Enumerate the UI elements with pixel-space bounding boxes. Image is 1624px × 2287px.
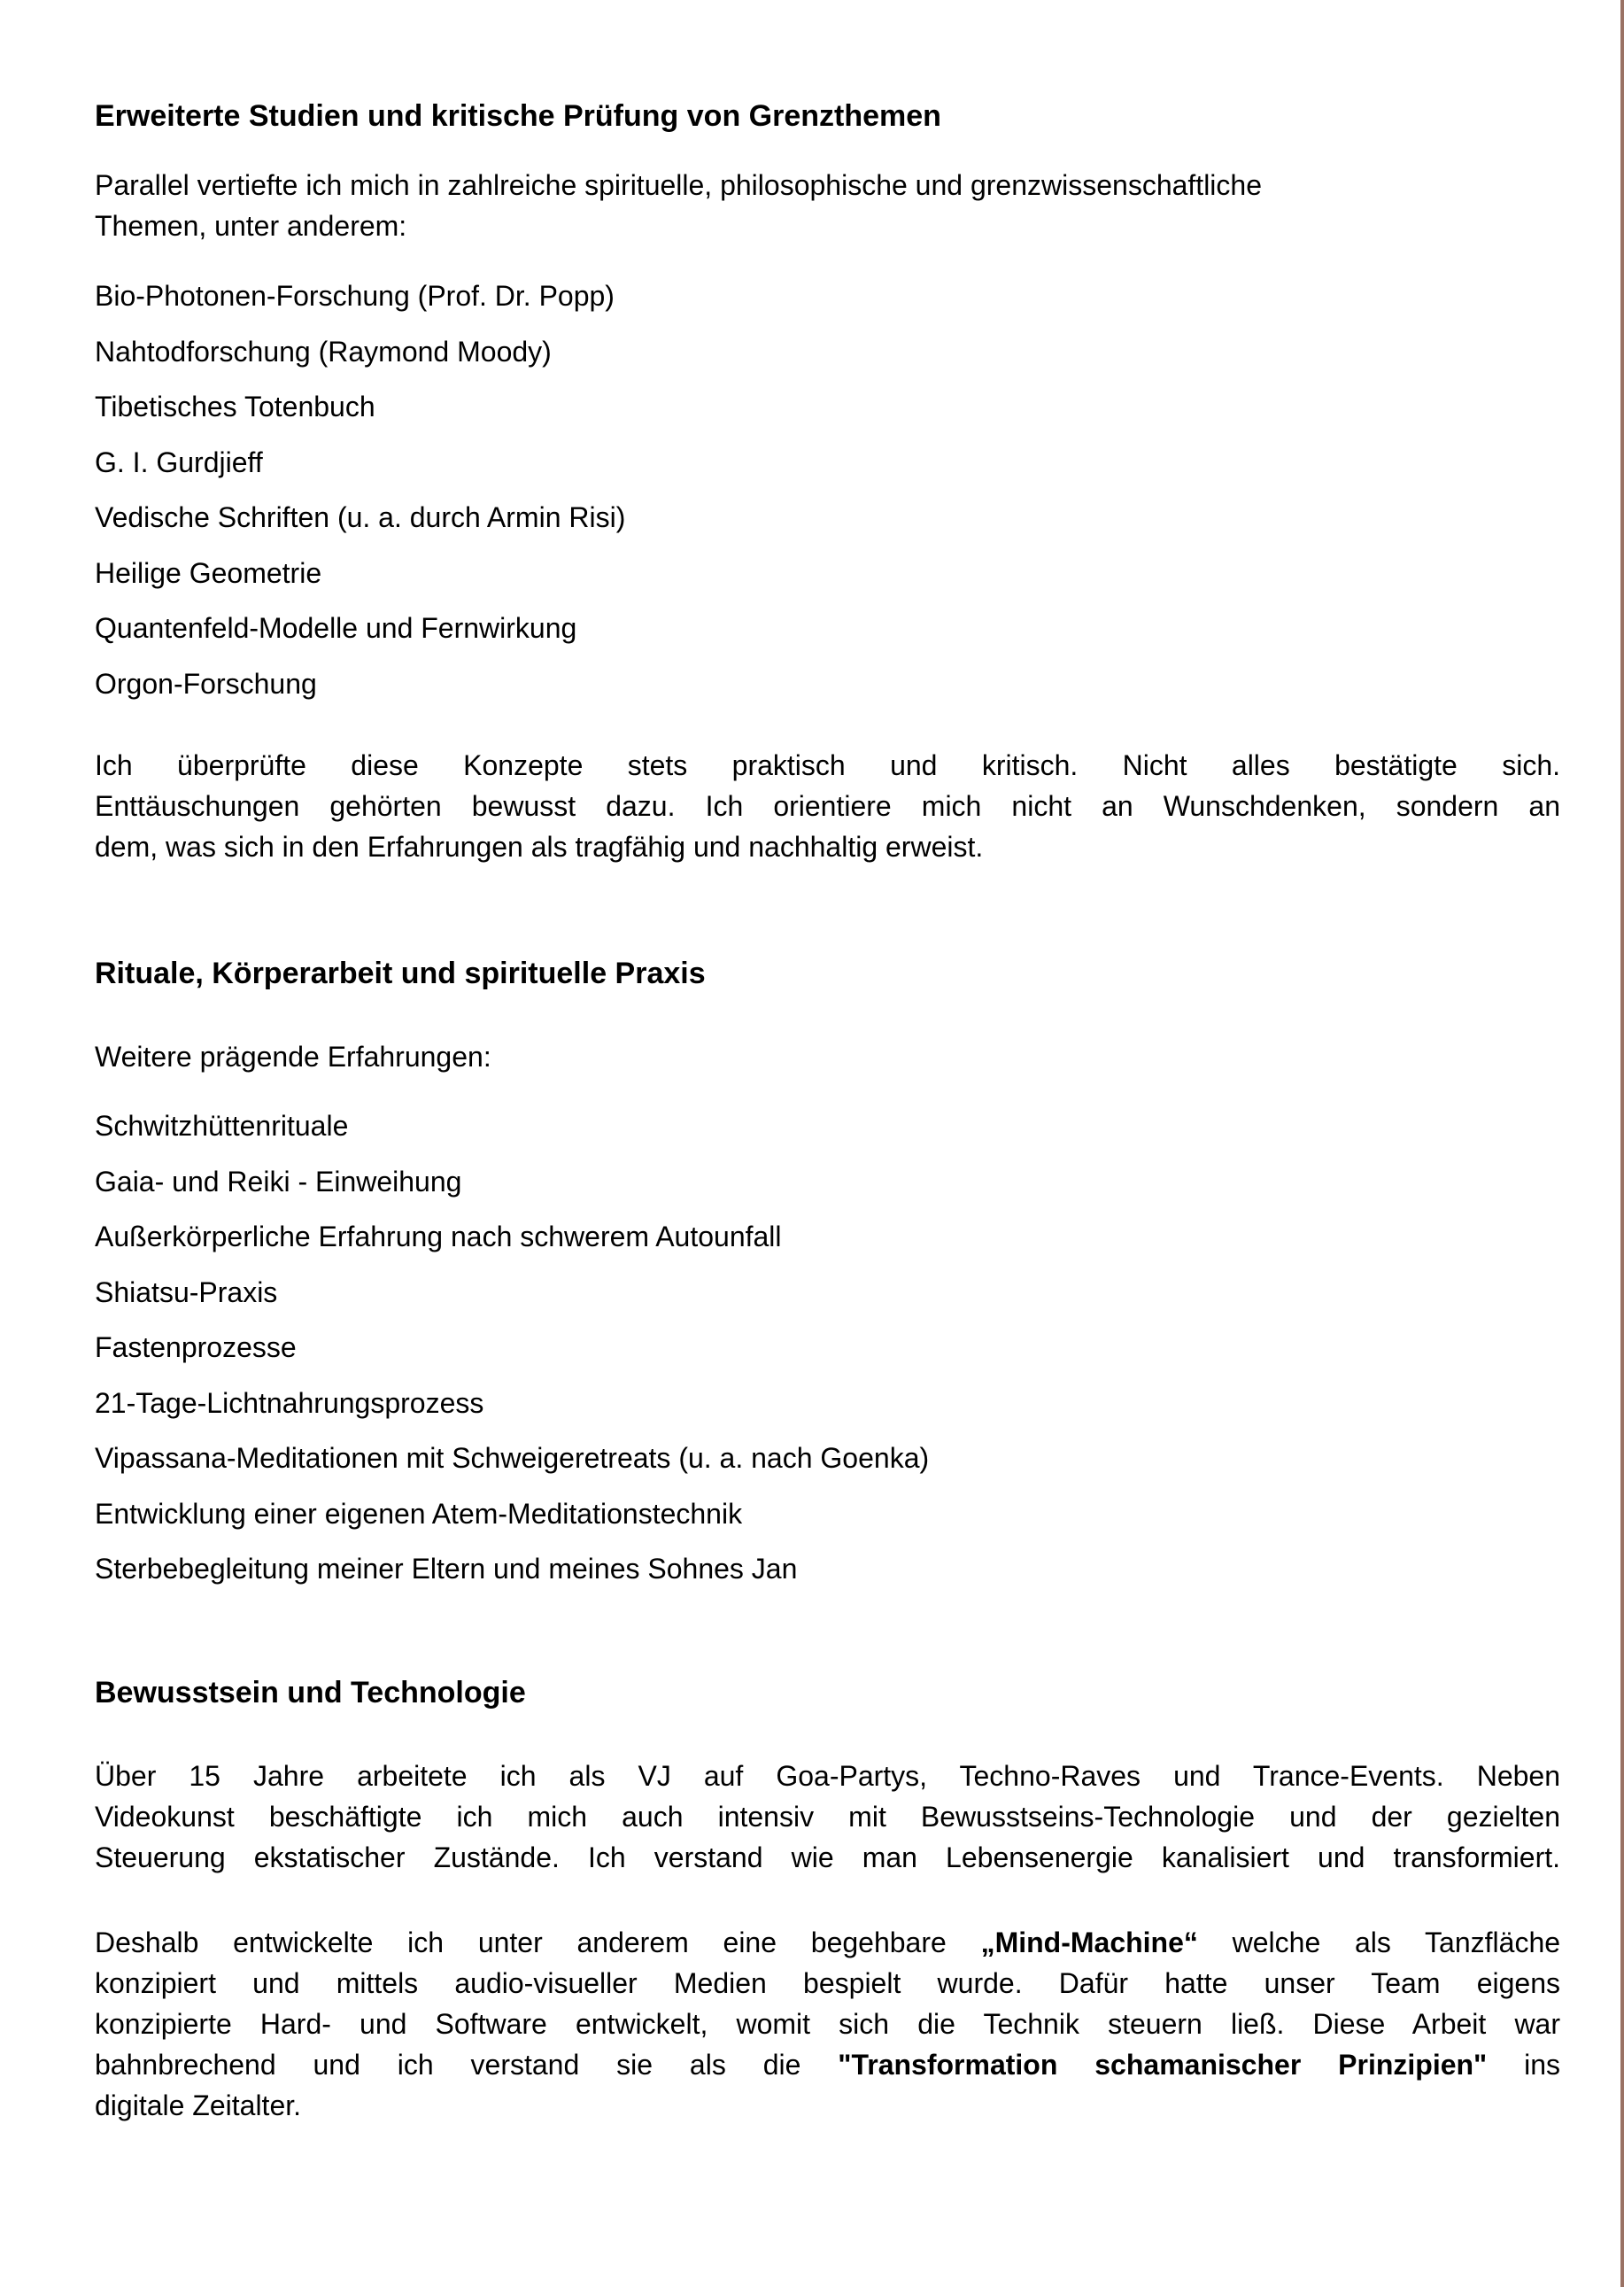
- paragraph-line: Weitere prägende Erfahrungen:: [95, 1041, 491, 1073]
- text-run: welche als Tanzfläche: [1232, 1927, 1560, 1958]
- paragraph-vj-work: [95, 1756, 1560, 1878]
- paragraph-grenzthemen-intro: [95, 165, 1560, 246]
- list-item: Schwitzhüttenrituale: [95, 1110, 349, 1142]
- paragraph-line: Themen, unter anderem:: [95, 210, 407, 242]
- paragraph-critical-review: [95, 745, 1560, 867]
- paragraph-line: Über 15 Jahre arbeitete ich als VJ auf Goa-Partys, Techno-Raves und Trance-Events. Neben: [95, 1760, 1560, 1792]
- paragraph-line: digitale Zeitalter.: [95, 2089, 302, 2121]
- paragraph-line: Ich überprüfte diese Konzepte stets praktisch und kritisch. Nicht alles bestätigte sich.: [95, 749, 1560, 781]
- section-heading-technologie: Bewusstsein und Technologie: [95, 1676, 526, 1709]
- list-item: 21-Tage-Lichtnahrungsprozess: [95, 1386, 484, 1419]
- list-grenzthemen: [95, 275, 1560, 718]
- text-run: bahnbrechend und ich verstand sie als die: [95, 2049, 801, 2081]
- list-item: Sterbebegleitung meiner Eltern und meines Sohnes Jan: [95, 1553, 798, 1585]
- paragraph-line: Videokunst beschäftigte ich mich auch intensiv mit Bewusstseins-Technologie und der gezielten: [95, 1801, 1560, 1833]
- paragraph-line: konzipierte Hard- und Software entwickelt, womit sich die Technik steuern ließ. Diese Arbeit war: [95, 2008, 1560, 2040]
- list-item: Bio-Photonen-Forschung (Prof. Dr. Popp): [95, 280, 615, 312]
- list-item: Gaia- und Reiki - Einweihung: [95, 1165, 462, 1198]
- list-item: Fastenprozesse: [95, 1331, 297, 1363]
- text-run: Deshalb entwickelte ich unter anderem eine begehbare: [95, 1927, 947, 1958]
- paragraph-line: konzipiert und mittels audio-visueller Medien bespielt wurde. Dafür hatte unser Team eigens: [95, 1967, 1560, 1999]
- list-item: Nahtodforschung (Raymond Moody): [95, 335, 552, 368]
- emphasis-transformation: "Transformation schamanischer Prinzipien": [838, 2049, 1488, 2081]
- paragraph-line: [95, 2044, 1560, 2085]
- list-item: Außerkörperliche Erfahrung nach schwerem Autounfall: [95, 1221, 782, 1252]
- emphasis-mind-machine: „Mind-Machine“: [980, 1927, 1198, 1958]
- paragraph-mind-machine: [95, 1922, 1560, 2126]
- list-item: Tibetisches Totenbuch: [95, 391, 375, 423]
- list-item: Entwicklung einer eigenen Atem-Meditationstechnik: [95, 1497, 743, 1530]
- list-item: G. I. Gurdjieff: [95, 446, 263, 478]
- list-item: Shiatsu-Praxis: [95, 1275, 278, 1308]
- paragraph-line: Parallel vertiefte ich mich in zahlreiche spirituelle, philosophische und grenzwissenschaftliche: [95, 169, 1262, 201]
- section-heading-grenzthemen: Erweiterte Studien und kritische Prüfung von Grenzthemen: [95, 99, 941, 133]
- section-heading-rituale: Rituale, Körperarbeit und spirituelle Praxis: [95, 957, 706, 990]
- paragraph-line: Steuerung ekstatischer Zustände. Ich verstand wie man Lebensenergie kanalisiert und transformiert.: [95, 1841, 1560, 1873]
- paragraph-line: dem, was sich in den Erfahrungen als tragfähig und nachhaltig erweist.: [95, 831, 984, 863]
- page-edge-border: [1620, 0, 1624, 2287]
- paragraph-line: Enttäuschungen gehörten bewusst dazu. Ich orientiere mich nicht an Wunschdenken, sondern an: [95, 790, 1560, 822]
- paragraph-rituale-intro: [95, 1036, 1560, 1077]
- list-item: Heilige Geometrie: [95, 556, 322, 589]
- text-run: ins: [1524, 2049, 1560, 2081]
- list-item: Vipassana-Meditationen mit Schweigeretreats (u. a. nach Goenka): [95, 1442, 930, 1474]
- list-rituale: [95, 1105, 1560, 1604]
- list-item: Orgon-Forschung: [95, 667, 317, 700]
- paragraph-line: [95, 1922, 1560, 1963]
- list-item: Vedische Schriften (u. a. durch Armin Risi): [95, 501, 626, 533]
- list-item: Quantenfeld-Modelle und Fernwirkung: [95, 612, 577, 644]
